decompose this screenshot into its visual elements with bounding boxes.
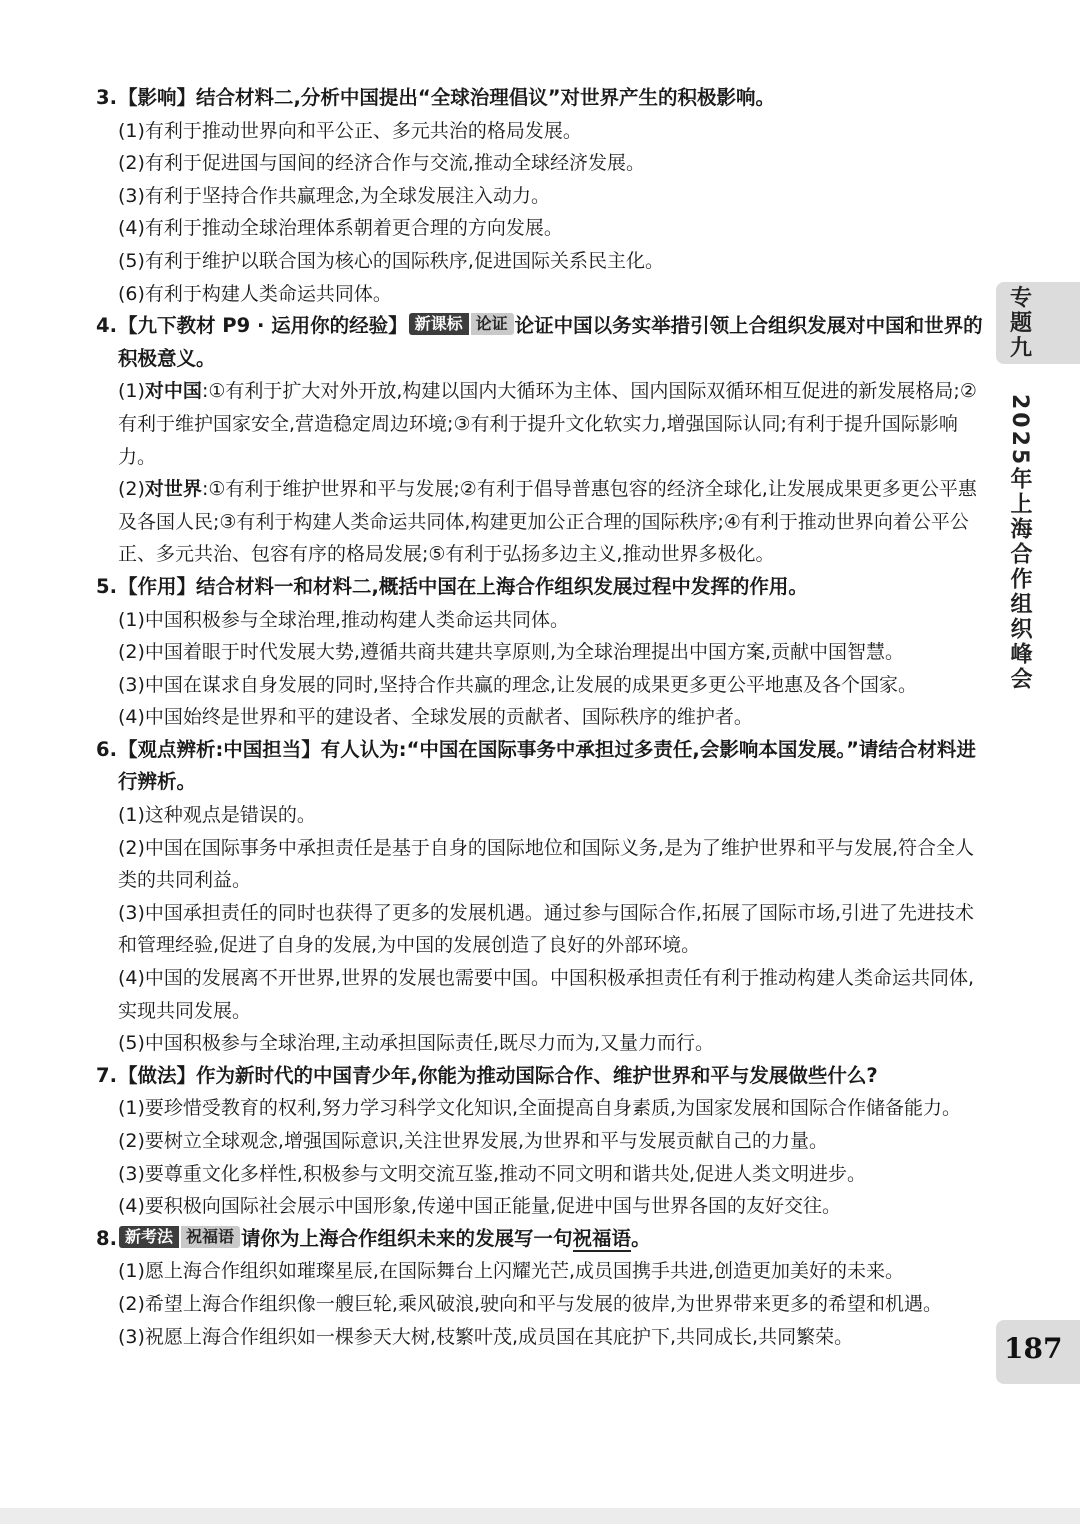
tag-new-exam-method: 新考法 <box>119 1226 179 1248</box>
footer-band <box>0 1508 1080 1524</box>
answer-item: (1)要珍惜受教育的权利,努力学习科学文化知识,全面提高自身素质,为国家发展和国际合作储备能力。 <box>118 1097 962 1120</box>
tag-argument: 论证 <box>471 313 514 335</box>
question-4-stem <box>96 310 984 375</box>
answer-label: 对中国 <box>144 380 202 403</box>
underlined-keyword: 祝福语 <box>572 1226 632 1250</box>
question-main-text: 论证中国以务实举措引领上合组织发展对中国和世界的积极意义。 <box>118 314 983 370</box>
answer-item: (4)中国的发展离不开世界,世界的发展也需要中国。中国积极承担责任有利于推动构建人类命运共同体,实现共同发展。 <box>118 967 974 1022</box>
question-number: 8. <box>96 1226 117 1250</box>
page-number-tab <box>996 1320 1080 1384</box>
question-7-stem <box>96 1060 984 1093</box>
answer-item: (4)中国始终是世界和平的建设者、全球发展的贡献者、国际秩序的维护者。 <box>118 706 753 729</box>
answer-item: (4)要积极向国际社会展示中国形象,传递中国正能量,促进中国与世界各国的友好交往。 <box>118 1195 841 1218</box>
tag-blessing: 祝福语 <box>181 1226 240 1248</box>
question-number: 4. <box>96 314 117 338</box>
answer-item: (2)中国着眼于时代发展大势,遵循共商共建共享原则,为全球治理提出中国方案,贡献中国智慧。 <box>118 641 905 664</box>
question-main-text: 请你为上海合作组织未来的发展写一句 <box>241 1226 573 1250</box>
answer-item: (6)有利于构建人类命运共同体。 <box>118 282 392 305</box>
question-text: 【做法】作为新时代的中国青少年,你能为推动国际合作、维护世界和平与发展做些什么? <box>118 1063 878 1087</box>
answer-item: (1)中国积极参与全球治理,推动构建人类命运共同体。 <box>118 608 569 631</box>
answer-item: (1)有利于推动世界向和平公正、多元共治的格局发展。 <box>118 119 582 142</box>
question-number: 5. <box>96 574 117 598</box>
question-number: 6. <box>96 737 117 761</box>
question-number: 3. <box>96 86 117 109</box>
question-8-stem <box>96 1223 984 1256</box>
answer-item: (2)要树立全球观念,增强国际意识,关注世界发展,为世界和平与发展贡献自己的力量。 <box>118 1130 829 1152</box>
answer-item: (1)这种观点是错误的。 <box>118 804 316 827</box>
question-text: 【观点辨析:中国担当】有人认为:“中国在国际事务中承担过多责任,会影响本国发展。”请结合材料进行辨析。 <box>118 737 976 794</box>
question-number: 7. <box>96 1063 117 1087</box>
question-text: 【影响】结合材料二,分析中国提出“全球治理倡议”对世界产生的积极影响。 <box>118 86 776 109</box>
question-6-stem <box>96 734 984 799</box>
answer-item: (3)有利于坚持合作共赢理念,为全球发展注入动力。 <box>118 184 550 207</box>
answer-item: (5)有利于维护以联合国为核心的国际秩序,促进国际关系民主化。 <box>118 249 664 272</box>
topic-label: 专题九 <box>1010 285 1033 361</box>
question-text: 【作用】结合材料一和材料二,概括中国在上海合作组织发展过程中发挥的作用。 <box>118 574 808 598</box>
chapter-side-title: 2025年上海合作组织峰会 <box>1007 394 1032 693</box>
answer-item: (4)有利于推动全球治理体系朝着更合理的方向发展。 <box>118 217 563 240</box>
answer-item: (1)对中国:①有利于扩大对外开放,构建以国内大循环为主体、国内国际双循环相互促进的新发展格局;②有利于维护国家安全,营造稳定周边环境;③有利于提升文化软实力,增强国际认同;有利于提升国际影响力。 <box>118 380 977 468</box>
page-number: 187 <box>1004 1332 1063 1365</box>
question-text <box>118 310 984 375</box>
answer-item: (3)中国承担责任的同时也获得了更多的发展机遇。通过参与国际合作,拓展了国际市场,引进了先进技术和管理经验,促进了自身的发展,为中国的发展创造了良好的外部环境。 <box>118 901 974 957</box>
question-3-stem <box>96 82 984 115</box>
topic-tab <box>996 282 1080 364</box>
question-text: 新考法 祝福语 请你为上海合作组织未来的发展写一句祝福语。 <box>118 1223 984 1256</box>
answer-item: (3)祝愿上海合作组织如一棵参天大树,枝繁叶茂,成员国在其庇护下,共同成长,共同繁荣。 <box>118 1325 854 1348</box>
answer-item: (2)希望上海合作组织像一艘巨轮,乘风破浪,驶向和平与发展的彼岸,为世界带来更多的希望和机遇。 <box>118 1292 943 1315</box>
answer-item: (2)对世界:①有利于维护世界和平与发展;②有利于倡导普惠包容的经济全球化,让发展成果更多更公平惠及各国人民;③有利于构建人类命运共同体,构建更加公正合理的国际秩序;④有利于推动世界向着公平公正、多元共治、包容有序的格局发展;⑤有利于弘扬多边主义,推动世界多极化。 <box>118 478 977 566</box>
answer-item: (1)愿上海合作组织如璀璨星辰,在国际舞台上闪耀光芒,成员国携手共进,创造更加美好的未来。 <box>118 1260 905 1283</box>
answer-item: (3)要尊重文化多样性,积极参与文明交流互鉴,推动不同文明和谐共处,促进人类文明进步。 <box>118 1162 867 1185</box>
question-source: 【九下教材 P9 · 运用你的经验】 <box>118 314 408 338</box>
answer-item: (3)中国在谋求自身发展的同时,坚持合作共赢的理念,让发展的成果更多更公平地惠及各个国家。 <box>118 673 917 696</box>
answer-item: (2)有利于促进国与国间的经济合作与交流,推动全球经济发展。 <box>118 152 645 175</box>
answer-item: (5)中国积极参与全球治理,主动承担国际责任,既尽力而为,又量力而行。 <box>118 1032 715 1055</box>
tag-new-curriculum: 新课标 <box>409 313 469 335</box>
page-content <box>96 82 984 1353</box>
answer-label: 对世界 <box>144 478 202 501</box>
answer-item: (2)中国在国际事务中承担责任是基于自身的国际地位和国际义务,是为了维护世界和平与发展,符合全人类的共同利益。 <box>118 836 974 892</box>
question-5-stem <box>96 571 984 604</box>
